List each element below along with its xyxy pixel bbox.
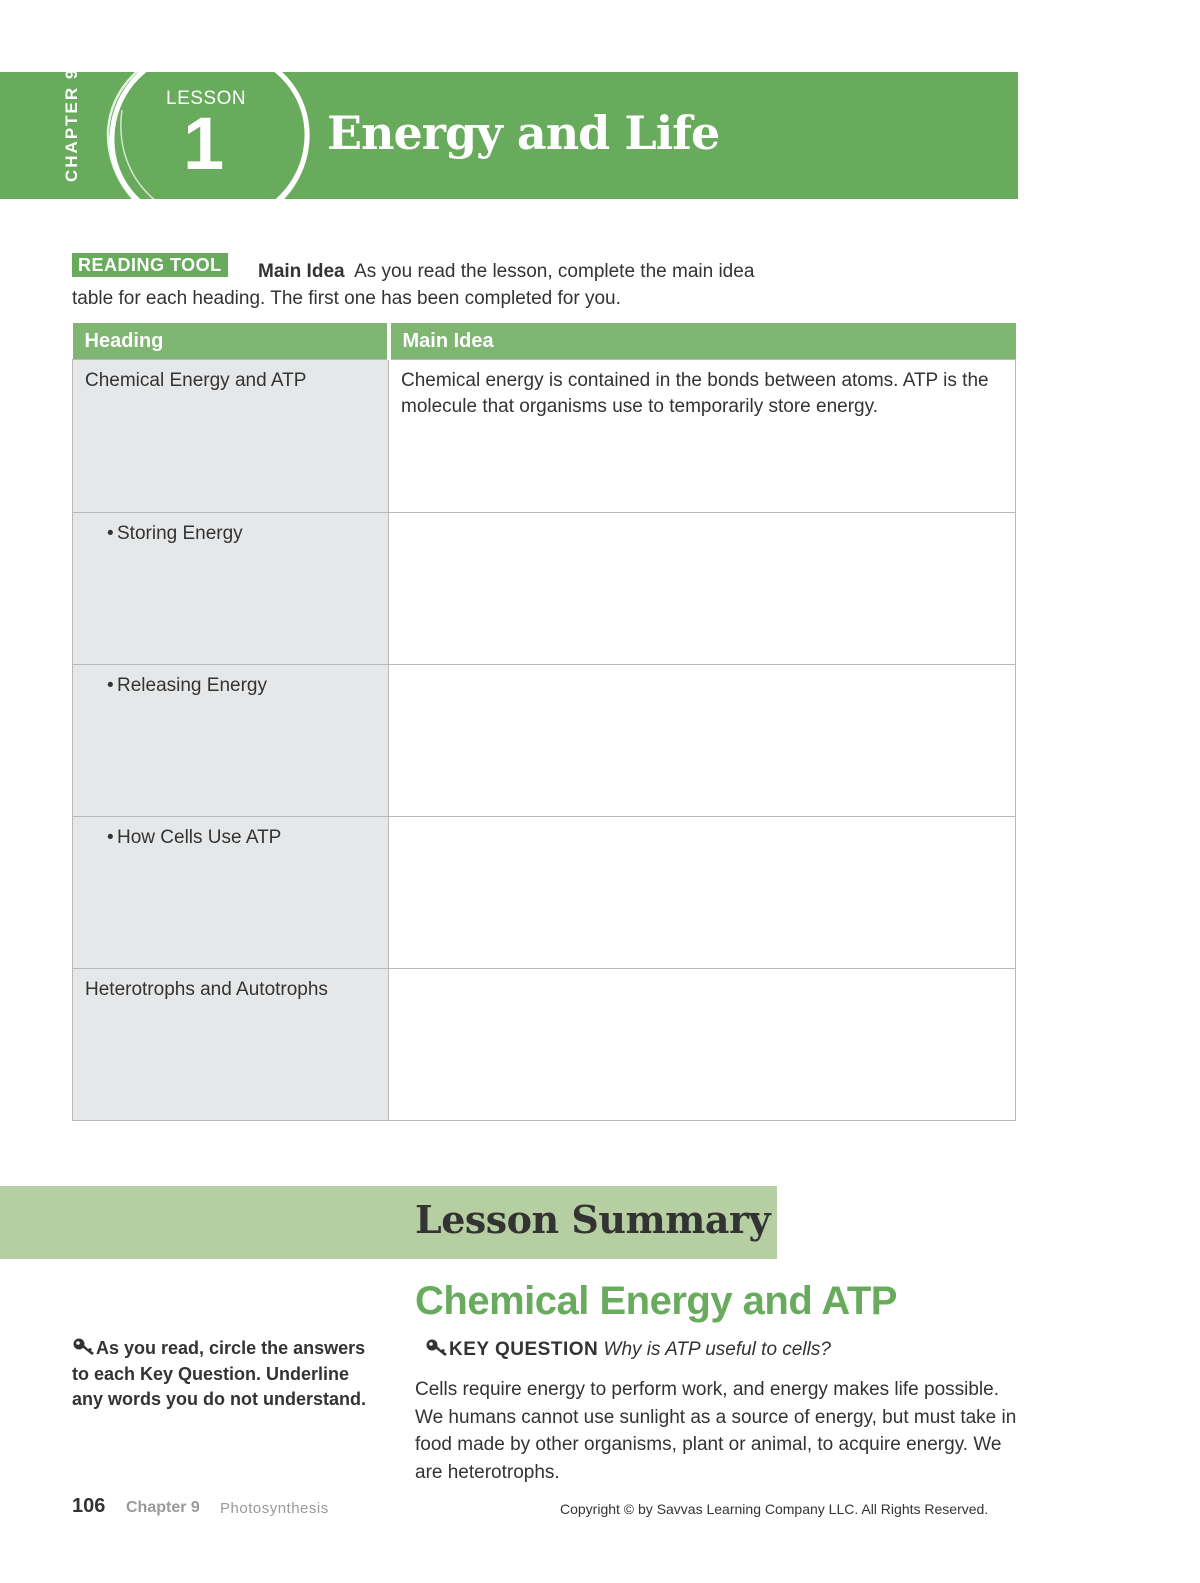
table-row (73, 817, 1016, 969)
lesson-summary-title: Lesson Summary (415, 1197, 771, 1242)
copyright: Copyright © by Savvas Learning Company LLC. All Rights Reserved. (560, 1501, 989, 1517)
heading-cell-text: • Releasing Energy (85, 673, 376, 699)
main-idea-table (72, 323, 1016, 1121)
key-question-text: Why is ATP useful to cells? (603, 1339, 831, 1360)
column-header-main-idea: Main Idea (389, 323, 1016, 360)
heading-cell-text: • Storing Energy (85, 521, 376, 547)
heading-cell (73, 665, 389, 817)
footer-chapter: Chapter 9 (126, 1499, 200, 1516)
main-idea-input-cell[interactable] (389, 969, 1016, 1121)
footer-chapter-title: Photosynthesis (220, 1500, 329, 1517)
instruction-line-2: table for each heading. The first one has been completed for you. (72, 288, 621, 309)
page-title: Energy and Life (327, 106, 720, 160)
side-note-text: As you read, circle the answers to each Key Question. Underline any words you do not understand. (72, 1338, 367, 1409)
main-idea-label: Main Idea (258, 261, 345, 282)
summary-paragraph: Cells require energy to perform work, and energy makes life possible. We humans cannot use sunlight as a source of energy, but must take in food made by other organisms, plant or animal, to acquire energy. We are heterotrophs. (415, 1379, 1017, 1483)
reading-tool-badge: READING TOOL (72, 253, 228, 277)
heading-cell-text: • How Cells Use ATP (85, 825, 376, 851)
table-row (73, 969, 1016, 1121)
chapter-label: CHAPTER 9 (62, 67, 81, 182)
side-note (72, 1336, 372, 1413)
main-idea-cell: Chemical energy is contained in the bonds between atoms. ATP is the molecule that organisms use to temporarily store energy. (389, 360, 1016, 513)
main-idea-input-cell[interactable] (389, 665, 1016, 817)
table-row (73, 513, 1016, 665)
heading-cell: Heterotrophs and Autotrophs (73, 969, 389, 1121)
instruction-line-1: As you read the lesson, complete the main idea (354, 261, 755, 282)
lesson-label: LESSON (166, 88, 247, 109)
section-title: Chemical Energy and ATP (415, 1279, 897, 1323)
heading-cell: Chemical Energy and ATP (73, 360, 389, 513)
heading-cell (73, 817, 389, 969)
key-icon (72, 1337, 96, 1357)
key-icon (425, 1338, 449, 1358)
lesson-number: 1 (183, 102, 225, 185)
table-row (73, 360, 1016, 513)
column-header-heading: Heading (73, 323, 389, 360)
heading-cell (73, 513, 389, 665)
page-number: 106 (72, 1495, 106, 1517)
main-idea-input-cell[interactable] (389, 513, 1016, 665)
key-question-label: KEY QUESTION (449, 1339, 599, 1360)
key-question (425, 1338, 831, 1361)
table-row (73, 665, 1016, 817)
main-idea-input-cell[interactable] (389, 817, 1016, 969)
